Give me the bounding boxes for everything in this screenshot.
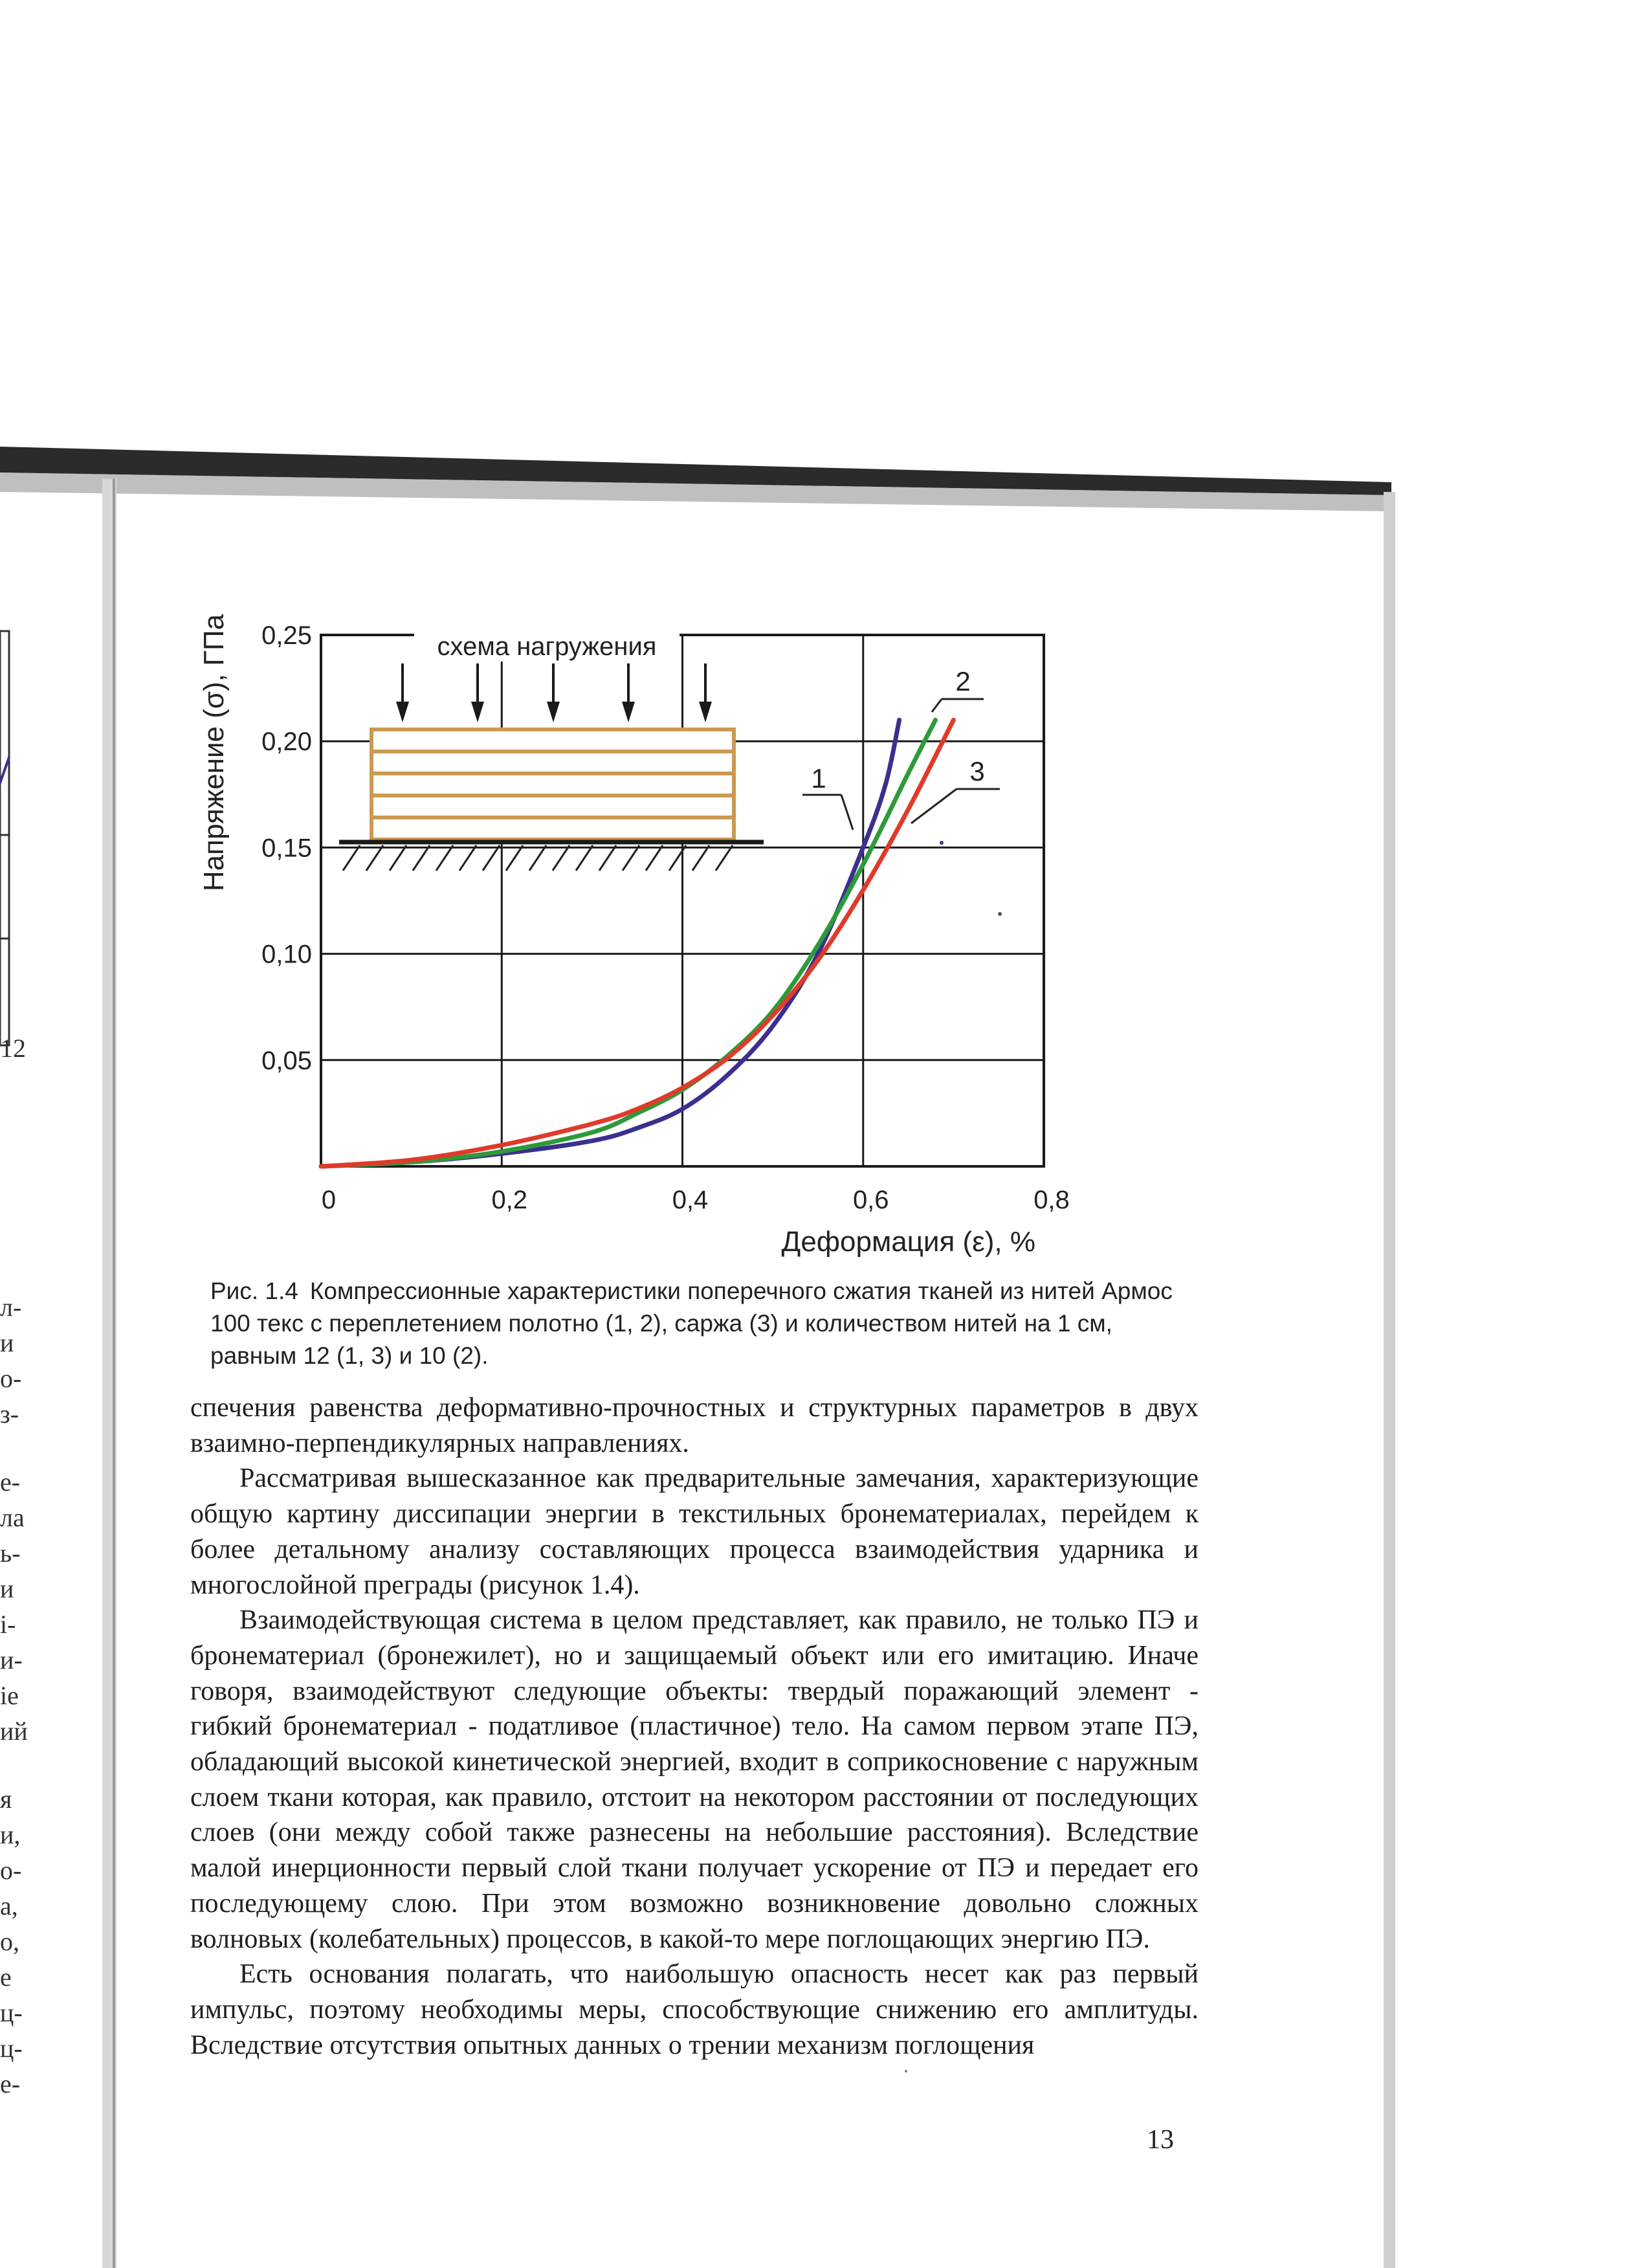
y-tick-label: 0,20 [261, 728, 312, 757]
load-arrow-head [396, 702, 409, 722]
left-page-glyph: е- [0, 1467, 21, 1496]
left-page-glyph: і- [0, 1610, 16, 1639]
left-page-glyph: з- [0, 1399, 19, 1429]
x-tick-label: 0,4 [672, 1186, 709, 1214]
left-page-glyph: е [0, 1962, 12, 1992]
left-page-glyph: 12 [0, 1034, 26, 1063]
left-page-glyph: е- [0, 2069, 21, 2098]
hatch-stroke [692, 845, 709, 871]
left-page-glyph: я [0, 1784, 12, 1814]
left-page-glyph: л- [0, 1293, 22, 1322]
hatch-stroke [646, 845, 663, 871]
hatch-stroke [599, 845, 616, 871]
paragraph: Взаимодействующая система в целом представляет, как правило, не только ПЭ и бронематериал (бронежилет), но и защищаемый объект или его имитацию. Иначе говоря, взаимодействуют следующие объекты: твердый поражающий элемент - гибкий бронематериал - податливое (пластичное) тело. На самом первом этапе ПЭ, обладающий высокой кинетической энергией, входит в соприкосновение с наружным слоем ткани которая, как правило, отстоит на некотором расстоянии от последующих слоев (они между собой также разнесены на небольшие расстояния). Вследствие малой инерционности первый слой ткани получает ускорение от ПЭ и передает его последующему слою. При этом возможно возникновение довольно сложных волновых (колебательных) процессов, в какой-то мере поглощающих энергию ПЭ. [190, 1605, 1199, 1954]
y-axis-label: Напряжение (σ), ГПа [198, 614, 230, 892]
figure-label: Рис. 1.4 [210, 1278, 298, 1304]
body-text [190, 1390, 1199, 2063]
left-page-glyph: о, [0, 1927, 19, 1956]
hatch-stroke [716, 845, 733, 871]
curve-label-1: 1 [811, 763, 826, 794]
tick-labels [261, 621, 1070, 1214]
hatch-stroke [576, 845, 593, 871]
left-page-glyph: и [0, 1574, 14, 1603]
curve-label-leader [841, 795, 853, 830]
load-arrows [396, 663, 712, 722]
left-page-glyph: о- [0, 1856, 22, 1885]
left-page-glyph: ь- [0, 1539, 21, 1568]
left-page-glyph: ла [0, 1503, 25, 1532]
left-page-glyph: ц- [0, 2034, 23, 2063]
left-page-glyph: ц- [0, 1998, 23, 2027]
x-tick-label: 0,8 [1034, 1186, 1070, 1214]
x-axis-label: Деформация (ε), % [781, 1226, 1035, 1258]
page-number: 13 [1147, 2125, 1174, 2155]
hatch-stroke [506, 845, 523, 871]
x-tick-label: 0,6 [852, 1186, 889, 1214]
left-page-glyph: и- [0, 1645, 23, 1674]
hatch-stroke [529, 845, 546, 871]
figure-caption [210, 1275, 1181, 1372]
y-tick-label: 0,25 [261, 621, 312, 650]
load-arrow-head [622, 702, 635, 722]
caption-text: Компрессионные характеристики поперечного сжатия тканей из нитей Армос 100 текс с переплетением полотно (1, 2), саржа (3) и количеством нитей на 1 см, равным 12 (1, 3) и 10 (2). [210, 1278, 1173, 1369]
load-arrow-head [699, 702, 712, 722]
hatch-stroke [553, 845, 569, 871]
y-tick-label: 0,15 [261, 834, 312, 863]
paragraph: Есть основания полагать, что наибольшую опасность несет как раз первый импульс, поэтому необходимы меры, способствующие снижению его амплитуды. Вследствие отсутствия опытных данных о трении механизм поглощения [190, 1959, 1199, 2060]
left-page-glyph: и [0, 1328, 14, 1357]
hatch-stroke [436, 845, 453, 871]
left-page-glyph: о- [0, 1364, 22, 1393]
hatch-stroke [459, 845, 476, 871]
left-page-glyph: ий [0, 1717, 28, 1746]
hatch-stroke [366, 845, 383, 871]
curve-label-leader [932, 699, 942, 712]
hatch-stroke [483, 845, 500, 871]
hatch-stroke [390, 845, 406, 871]
left-page-glyph: ie [0, 1681, 19, 1710]
hatch-stroke [669, 845, 686, 871]
load-arrow-head [547, 702, 560, 722]
hatch-stroke [623, 845, 639, 871]
curve-label-2: 2 [955, 666, 971, 696]
left-page-glyph: и, [0, 1820, 21, 1849]
x-tick-label: 0,2 [491, 1186, 528, 1214]
base-hatching [343, 845, 733, 871]
curve-label-3: 3 [969, 756, 985, 786]
left-page-glyph: а, [0, 1891, 18, 1920]
scheme-label: схема нагружения [437, 632, 657, 661]
paragraph: спечения равенства деформативно-прочностных и структурных параметров в двух взаимно-перпендикулярных направлениях. [190, 1393, 1199, 1458]
hatch-stroke [413, 845, 430, 871]
scan-speck [905, 2070, 907, 2073]
y-tick-label: 0,10 [261, 940, 312, 969]
y-tick-label: 0,05 [261, 1046, 312, 1075]
fabric-stack [371, 729, 734, 839]
loading-scheme [339, 632, 764, 871]
paragraph: Рассматривая вышесказанное как предварительные замечания, характеризующие общую картину диссипации энергии в текстильных бронематериалах, перейдем к более детальному анализу составляющих процесса взаимодействия ударника и многослойной преграды (рисунок 1.4). [190, 1463, 1199, 1600]
hatch-stroke [343, 845, 360, 871]
x-tick-label: 0 [321, 1186, 337, 1214]
load-arrow-head [471, 702, 484, 722]
